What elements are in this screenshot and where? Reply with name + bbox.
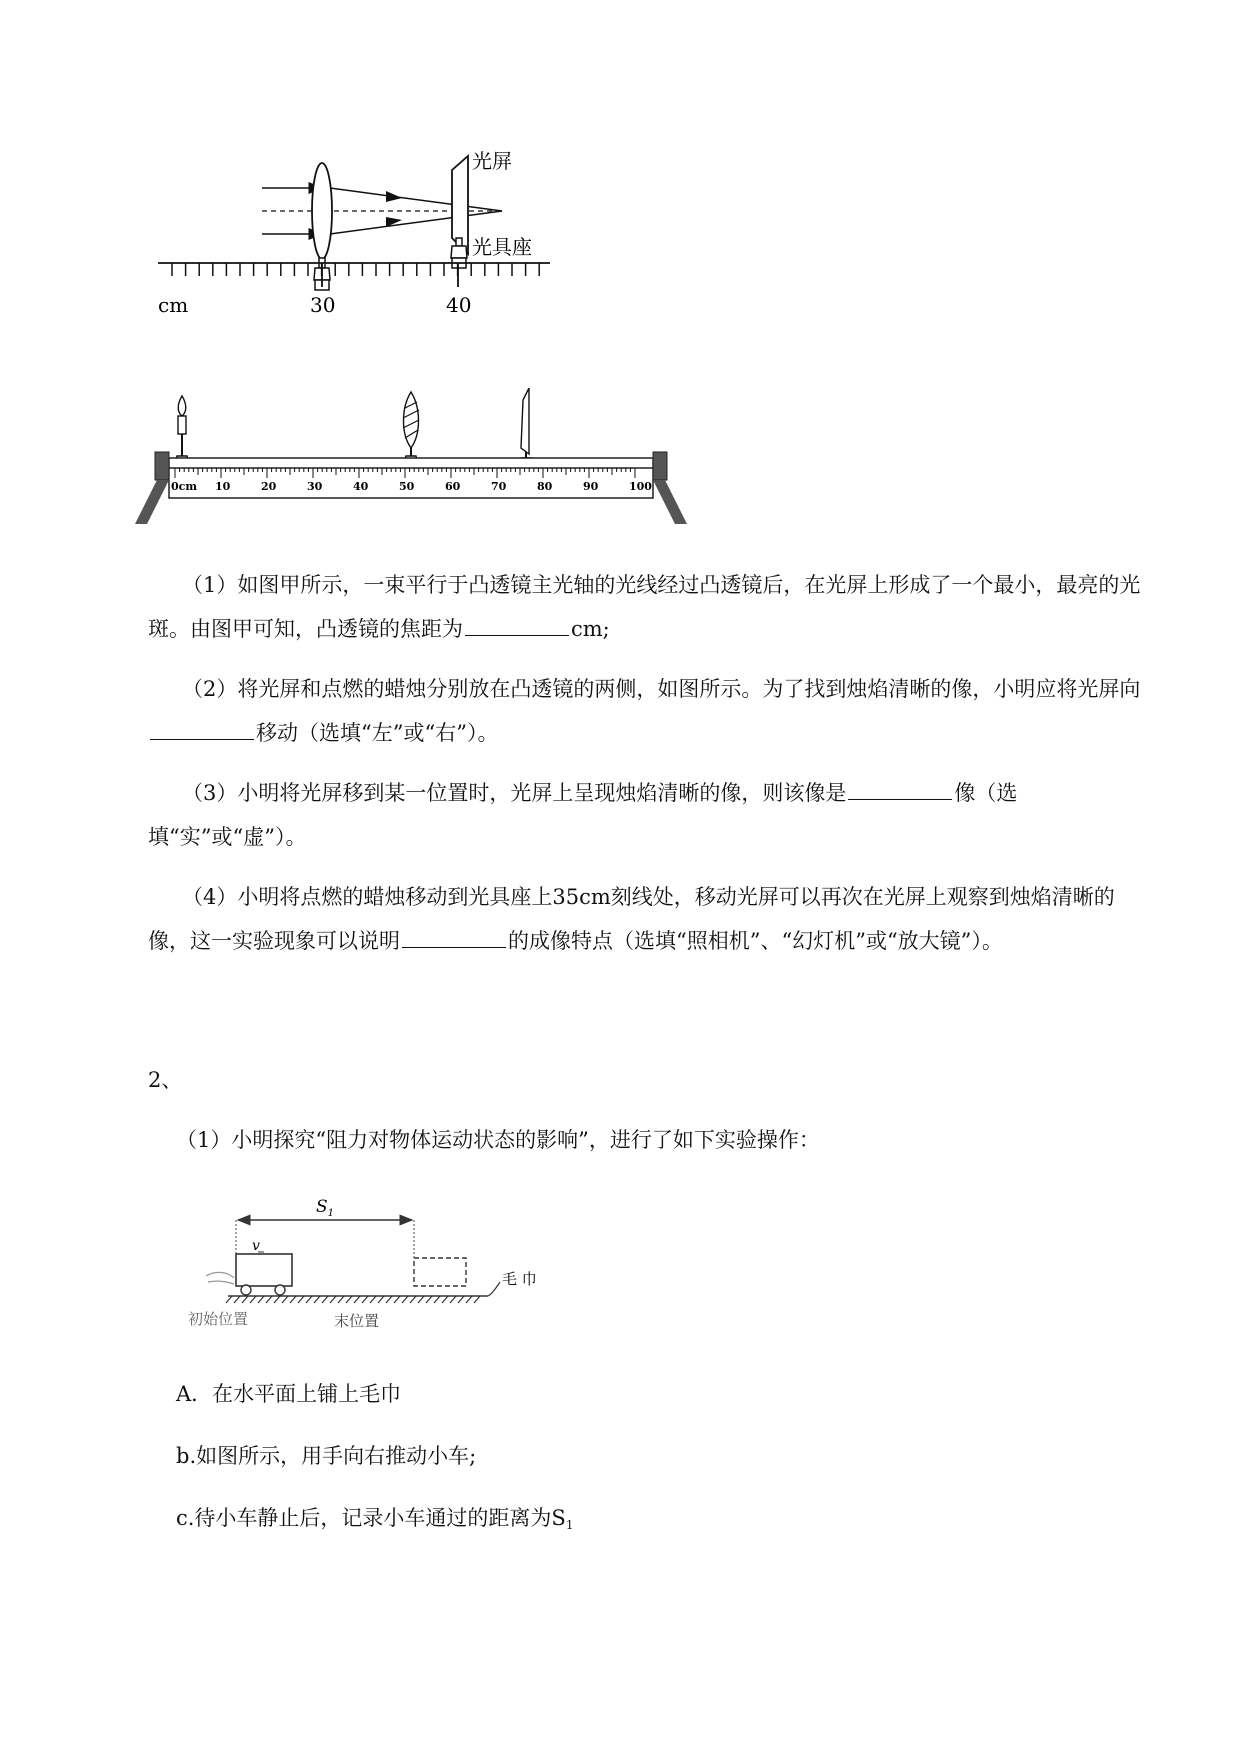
cart-end-position-icon — [414, 1258, 466, 1286]
ground-hatch — [442, 1296, 448, 1303]
step-a: A．在水平面上铺上毛巾 — [176, 1382, 402, 1406]
refracted-ray-bottom — [330, 211, 502, 234]
scale-label: 60 — [445, 480, 461, 493]
svg-text:v: v — [252, 1238, 260, 1254]
figure-focal-length — [150, 150, 620, 360]
ground-hatch — [226, 1296, 232, 1303]
label-towel: 毛 巾 — [502, 1270, 537, 1288]
question-2-intro: （1）小明探究“阻力对物体运动状态的影响”，进行了如下实验操作： — [176, 1128, 820, 1152]
right-leg — [653, 480, 687, 524]
label-screen: 光屏 — [472, 150, 512, 173]
ground-hatch — [426, 1296, 432, 1303]
ground-hatch — [282, 1296, 288, 1303]
ground-hatch — [306, 1296, 312, 1303]
q1-part1: （1）如图甲所示，一束平行于凸透镜主光轴的光线经过凸透镜后，在光屏上形成了一个最小，最亮的光斑。由图甲可知，凸透镜的焦距为 cm; — [148, 573, 1141, 641]
step-c: c.待小车静止后，记录小车通过的距离为$S_1$ — [176, 1506, 574, 1532]
q1-part2: （2）将光屏和点燃的蜡烛分别放在凸透镜的两侧，如图所示。为了找到烛焰清晰的像，小明应将光屏向移动（选填“左”或“右”）。 — [148, 667, 1148, 755]
ground-hatch — [370, 1296, 376, 1303]
answer-blank-3[interactable] — [848, 779, 952, 800]
ground-hatch — [298, 1296, 304, 1303]
scale-label: 0cm — [171, 480, 197, 493]
scale-label: 20 — [261, 480, 277, 493]
ruler-ticks — [172, 263, 539, 276]
ground-hatch — [266, 1296, 272, 1303]
ground-hatch — [242, 1296, 248, 1303]
ground-hatch — [450, 1296, 456, 1303]
ground-hatch — [290, 1296, 296, 1303]
scale-label: 80 — [537, 480, 553, 493]
figure-cart-towel — [188, 1190, 548, 1330]
ground-hatch — [474, 1296, 480, 1303]
ground-hatch — [418, 1296, 424, 1303]
ground-hatch — [338, 1296, 344, 1303]
ground-hatch — [250, 1296, 256, 1303]
q1-part4: （4）小明将点燃的蜡烛移动到光具座上35cm刻线处，移动光屏可以再次在光屏上观察到烛焰清晰的像，这一实验现象可以说明 的成像特点（选填“照相机”、“幻灯机”或“放大镜”）。 — [148, 885, 1115, 953]
question-2-number: 2、 — [148, 1068, 183, 1092]
figure-optical-bench — [135, 388, 695, 588]
question-1 — [148, 563, 1148, 963]
cart-icon — [236, 1254, 292, 1286]
label-end-position: 末位置 — [334, 1312, 380, 1330]
ground-hatch — [402, 1296, 408, 1303]
candle-flame-icon — [178, 396, 186, 416]
ground-hatch — [410, 1296, 416, 1303]
answer-blank-1[interactable] — [465, 615, 569, 636]
scale-label: 30 — [307, 480, 323, 493]
label-s1: $S_1$ — [316, 1197, 335, 1219]
ground-hatch — [346, 1296, 352, 1303]
scale-label: 100 — [629, 480, 652, 493]
scale-label: 90 — [583, 480, 599, 493]
ground-hatch — [314, 1296, 320, 1303]
answer-blank-4[interactable] — [402, 927, 506, 948]
scale-label: 40 — [353, 480, 369, 493]
ground-hatch — [274, 1296, 280, 1303]
hand-icon — [206, 1272, 234, 1284]
ground-hatch — [330, 1296, 336, 1303]
ground-hatch — [378, 1296, 384, 1303]
label-unit-cm: cm — [158, 293, 189, 317]
left-leg — [135, 480, 169, 524]
scale-label: 70 — [491, 480, 507, 493]
tick-label-30: 30 — [310, 293, 336, 317]
ground-hatch — [458, 1296, 464, 1303]
scale-label: 10 — [215, 480, 231, 493]
convex-lens-icon — [312, 163, 332, 259]
scale-label: 50 — [399, 480, 415, 493]
label-start-position: 初始位置 — [188, 1310, 249, 1328]
q1-part3: （3）小明将光屏移到某一位置时，光屏上呈现烛焰清晰的像，则该像是 像（选填“实”或“虚”）。 — [148, 781, 1018, 849]
ground-hatch — [354, 1296, 360, 1303]
step-b: b.如图所示，用手向右推动小车; — [176, 1444, 477, 1468]
ground-hatch — [434, 1296, 440, 1303]
refracted-ray-top — [330, 188, 502, 211]
ground-hatch — [394, 1296, 400, 1303]
ground-hatch — [258, 1296, 264, 1303]
tick-label-40: 40 — [446, 293, 472, 317]
ground-hatch — [322, 1296, 328, 1303]
label-optical-bench: 光具座 — [472, 235, 532, 259]
lens-icon — [404, 392, 419, 448]
ground-hatch — [466, 1296, 472, 1303]
ground-hatch — [362, 1296, 368, 1303]
ground-hatch — [386, 1296, 392, 1303]
ground-hatch — [234, 1296, 240, 1303]
screen-icon — [521, 388, 529, 454]
answer-blank-2[interactable] — [150, 719, 254, 740]
